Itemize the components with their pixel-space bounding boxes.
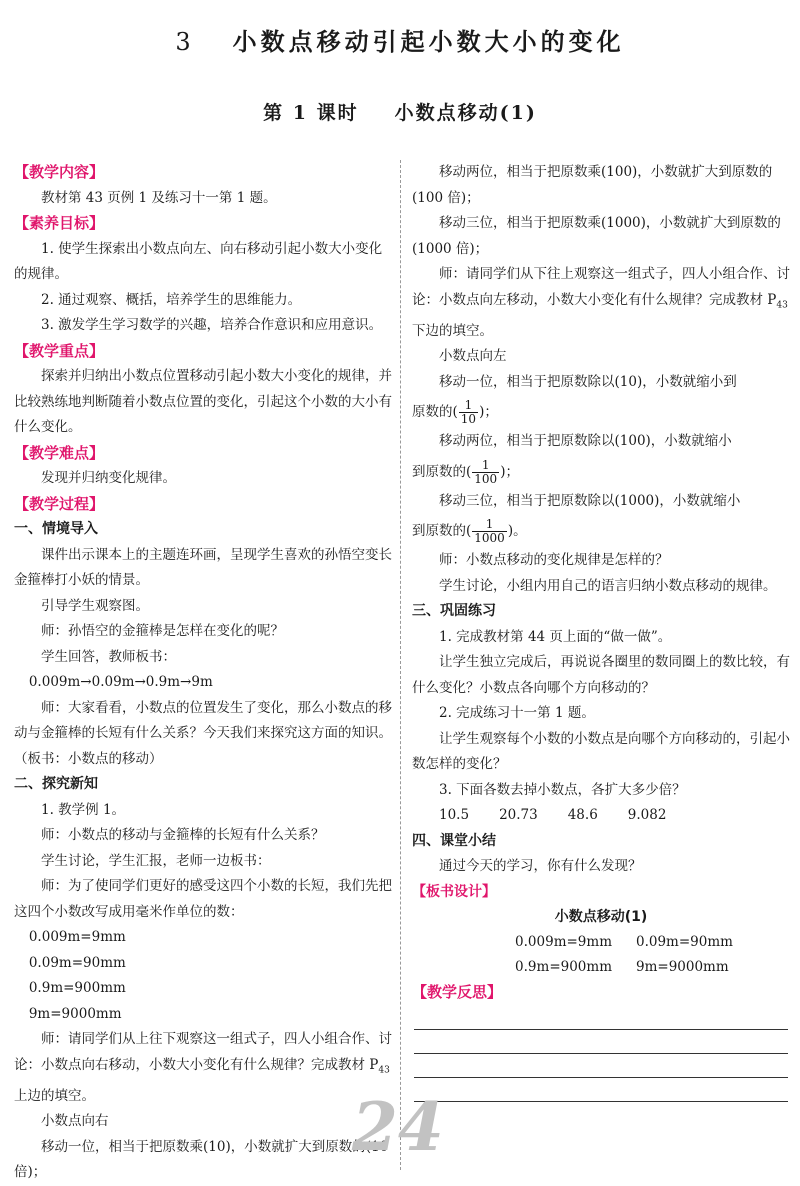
section-tag-content: 【教学内容】 [14,163,105,181]
section-tag-difficulty: 【教学难点】 [14,443,105,462]
section-heading: 三、巩固练习 [412,603,496,620]
paragraph: 2. 完成练习十一第 1 题。 [439,705,595,722]
goal-item: 3. 激发学生学习数学的兴趣，培养合作意识和应用意识。 [41,317,383,333]
paragraph: 让学生独立完成后，再说说各圈里的数同圈上的数比较，有什么变化？小数点各向哪个方向移动的？ [412,654,790,696]
paragraph: 学生讨论，学生汇报，老师一边板书： [41,852,271,869]
paragraph: 师：小数点移动的变化规律是怎样的？ [439,552,669,569]
board-cell: 0.009m=9mm [515,934,612,951]
equation: 0.09m=90mm [28,954,126,971]
content-text: 教材第 43 页例 1 及练习十一第 1 题。 [41,189,277,206]
paragraph: 3. 下面各数去掉小数点，各扩大多少倍？ [439,781,686,798]
paragraph: 师：孙悟空的金箍棒是怎样在变化的呢？ [41,623,284,639]
chapter-title [0,22,800,57]
paragraph: 到原数的( $\frac{1}{100}$ )； [412,457,519,486]
section-tag-reflection: 【教学反思】 [412,983,503,1002]
paragraph: 移动三位，相当于把原数除以(1000)，小数就缩小 [439,492,741,509]
lesson-title [0,98,800,125]
board-cell: 0.09m=90mm [636,934,733,951]
paragraph: 师：请同学们从上往下观察这一组式子，四人小组合作、讨论：小数点向右移动，小数大小变化有什么规律？完成教材 $P_{43}$上边的填空。 [14,1031,392,1104]
writing-line[interactable] [414,1006,788,1030]
board-title: 小数点移动(1) [554,909,648,926]
section-tag-board: 【板书设计】 [412,883,496,900]
fraction: $\frac{1}{1000}$ [474,517,505,546]
paragraph: 师：大家看看，小数点的位置发生了变化，那么小数点的移动与金箍棒的长短有什么关系？今天我们来探究这方面的知识。（板书：小数点的移动） [14,699,392,767]
number-item: 9.082 [627,807,667,824]
difficulty-text: 发现并归纳变化规律。 [41,470,176,486]
paragraph: 课件出示课本上的主题连环画，呈现学生喜欢的孙悟空变长金箍棒打小妖的情景。 [14,546,392,588]
number-item: 10.5 [439,807,470,824]
writing-line[interactable] [414,1054,788,1078]
board-cell: 9m=9000mm [636,959,729,976]
section-heading: 二、探究新知 [14,776,98,792]
left-column [14,160,392,1181]
paragraph: 小数点向左 [439,348,507,365]
paragraph: 师：小数点的移动与金箍棒的长短有什么关系？ [41,827,325,843]
number-item: 48.6 [567,807,598,824]
equation: 0.9m=900mm [28,980,126,996]
fraction: $\frac{1}{10}$ [460,398,477,427]
fraction: $\frac{1}{100}$ [474,457,498,486]
paragraph: 移动三位，相当于把原数乘(1000)，小数就扩大到原数的(1000 倍)； [412,215,781,257]
paragraph: 学生讨论，小组内用自己的语言归纳小数点移动的规律。 [439,577,777,594]
number-item: 20.73 [499,807,538,824]
equation: 0.009m=9mm [28,929,126,945]
paragraph: 师：请同学们从下往上观察这一组式子，四人小组合作、讨论：小数点向左移动，小数大小变化有什么规律？完成教材 $P_{43}$下边的填空。 [412,266,790,339]
paragraph: 到原数的( $\frac{1}{1000}$ )。 [412,517,527,546]
paragraph: 移动两位，相当于把原数除以(100)，小数就缩小 [439,433,732,450]
lesson-label: 第 1 课时 [263,102,359,124]
paragraph: 1. 教学例 1。 [41,801,126,818]
right-column [412,160,790,1166]
paragraph: 小数点向右 [41,1113,109,1130]
chapter-title-text: 小数点移动引起小数大小的变化 [232,27,625,56]
page-number: 24 [352,1088,444,1166]
paragraph: 学生回答，教师板书： [41,648,176,665]
equation: 9m=9000mm [28,1005,122,1022]
goal-item: 2. 通过观察、概括，培养学生的思维能力。 [41,291,302,308]
board-cell: 0.9m=900mm [515,959,612,976]
board-row [412,930,790,955]
board-row [412,955,790,980]
paragraph: 1. 完成教材第 44 页上面的“做一做”。 [439,628,672,645]
section-tag-goals: 【素养目标】 [14,214,105,232]
number-list [412,803,790,829]
paragraph: 通过今天的学习，你有什么发现？ [439,858,642,875]
key-text: 探索并归纳出小数点位置移动引起小数大小变化的规律，并比较熟练地判断随着小数点位置的变化，引起这个小数的大小有什么变化。 [14,368,392,435]
column-divider [400,160,401,1170]
paragraph: 移动一位，相当于把原数除以(10)，小数就缩小到 [439,373,737,390]
paragraph: 让学生观察每个小数的小数点是向哪个方向移动的，引起小数怎样的变化？ [412,730,790,773]
section-tag-key: 【教学重点】 [14,341,105,360]
paragraph: 移动两位，相当于把原数乘(100)，小数就扩大到原数的(100 倍)； [412,164,773,206]
paragraph: 引导学生观察图。 [41,597,149,614]
paragraph: 师：为了使同学们更好的感受这四个小数的长短，我们先把这四个小数改写成用毫米作单位的数： [14,878,392,920]
paragraph: 移动一位，相当于把原数乘(10)，小数就扩大到原数的(10 倍)； [14,1138,389,1181]
section-tag-process: 【教学过程】 [14,494,105,513]
paragraph: 原数的( $\frac{1}{10}$ )； [412,398,498,427]
writing-line[interactable] [414,1030,788,1054]
chapter-number: 3 [175,28,195,56]
section-heading: 四、课堂小结 [412,832,496,849]
goal-item: 1. 使学生探索出小数点向左、向右移动引起小数大小变化的规律。 [14,240,383,282]
writing-line[interactable] [414,1078,788,1102]
lesson-title-text: 小数点移动(1) [394,102,537,124]
section-heading: 一、情境导入 [14,521,98,537]
equation: 0.009m→0.09m→0.9m→9m [28,674,213,690]
